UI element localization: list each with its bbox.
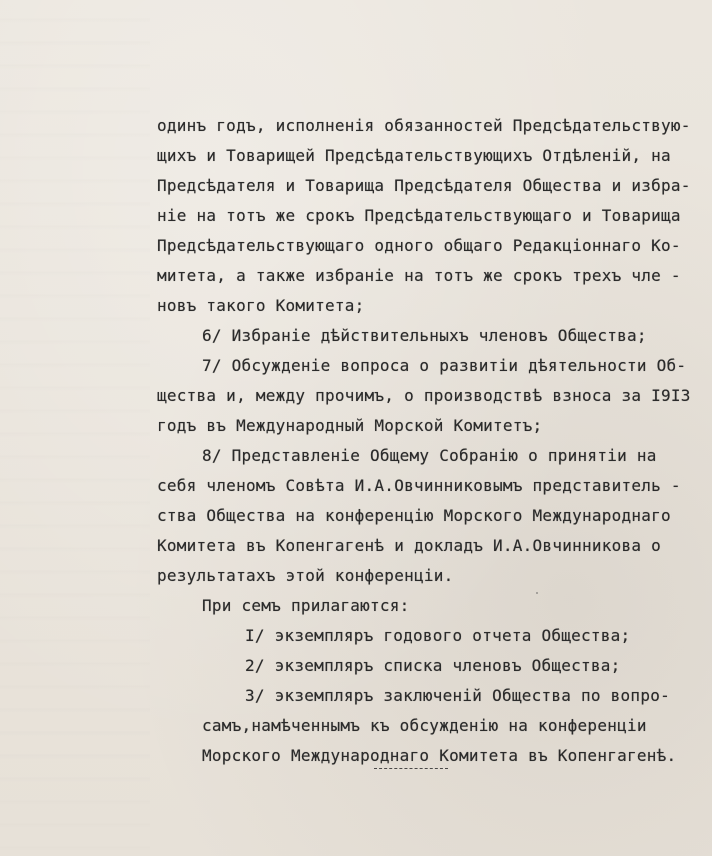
agenda-item-8-line-1: 8/ Представленіе Общему Собранію о принятіи на [202,446,657,465]
text-line-2: щихъ и Товарищей Предсѣдательствующихъ Отдѣленій, на [157,146,671,165]
text-line-7: новъ такого Комитета; [157,296,365,315]
attachment-1: I/ экземпляръ годового отчета Общества; [245,626,631,645]
separator-line [374,768,448,769]
text-line-5: Предсѣдательствующаго одного общаго Редакціоннаго Ко- [157,236,681,255]
text-line-1: одинъ годъ, исполненія обязанностей Предсѣдательствую- [157,116,691,135]
agenda-item-7-line-3: годъ въ Международный Морской Комитетъ; [157,416,543,435]
text-line-3: Предсѣдателя и Товарища Предсѣдателя Общества и избра- [157,176,691,195]
agenda-item-7-line-1: 7/ Обсужденіе вопроса о развитіи дѣятельности Об- [202,356,687,375]
agenda-item-8-line-5: результатахъ этой конференціи. [157,566,454,585]
bleed-through-texture [0,0,150,856]
attachment-3-line-1: 3/ экземпляръ заключеній Общества по вопро- [245,686,670,705]
agenda-item-8-line-4: Комитета въ Копенгагенѣ и докладъ И.А.Овчинникова о [157,536,662,555]
agenda-item-8-line-2: себя членомъ Совѣта И.А.Овчинниковымъ представитель - [157,476,681,495]
agenda-item-7-line-2: щества и, между прочимъ, о производствѣ взноса за I9I3 [157,386,691,405]
agenda-item-6: 6/ Избраніе дѣйствительныхъ членовъ Общества; [202,326,647,345]
attachment-2: 2/ экземпляръ списка членовъ Общества; [245,656,621,675]
attachments-intro: При семъ прилагаются: [202,596,410,615]
text-line-4: ніе на тотъ же срокъ Предсѣдательствующаго и Товарища [157,206,681,225]
text-line-6: митета, а также избраніе на тотъ же срокъ трехъ чле - [157,266,681,285]
attachment-3-line-2: самъ,намѣченнымъ къ обсужденію на конференціи [202,716,647,735]
agenda-item-8-line-3: ства Общества на конференцію Морского Международнаго [157,506,671,525]
attachment-3-line-3: Морского Международнаго Комитета въ Копенгагенѣ. [202,746,677,765]
paper-speck [536,592,538,594]
